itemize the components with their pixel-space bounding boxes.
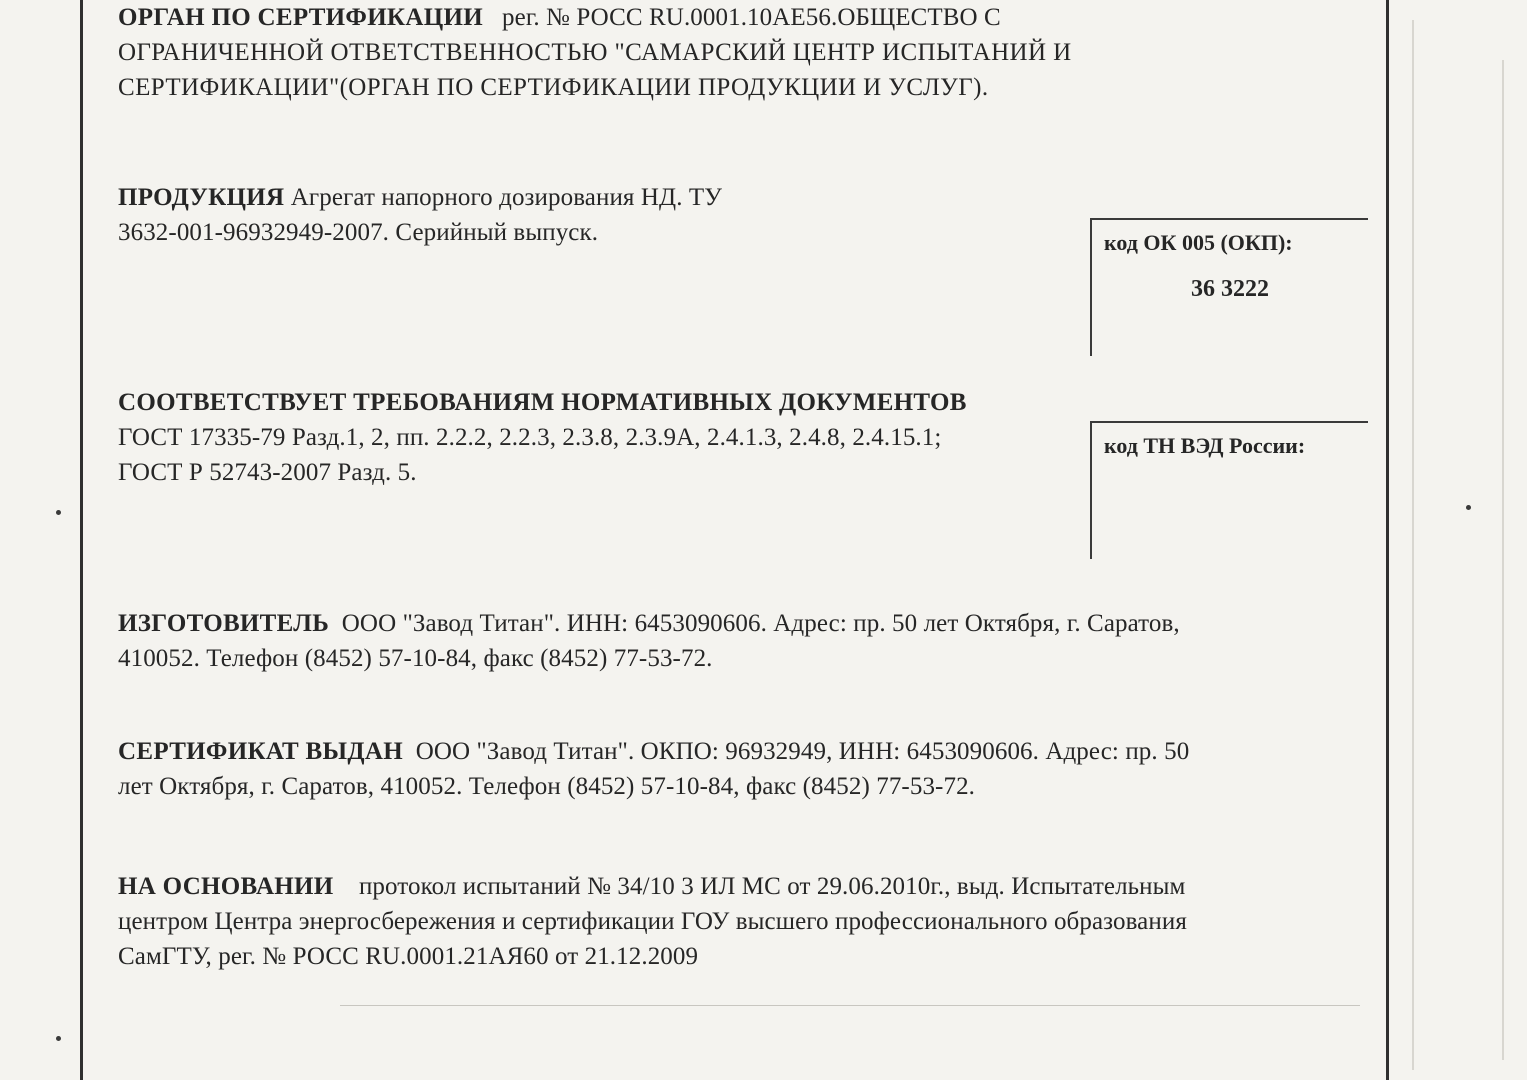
frame-left-border: [80, 0, 83, 1080]
okp-code-label: код ОК 005 (ОКП):: [1104, 230, 1293, 255]
certification-body-section: [118, 0, 1368, 105]
certificate-issued-text-2: лет Октября, г. Саратов, 410052. Телефон (8452) 57-10-84, факс (8452) 77-53-72.: [118, 773, 976, 800]
certification-body-text-2: ОГРАНИЧЕННОЙ ОТВЕТСТВЕННОСТЬЮ "САМАРСКИЙ ЦЕНТР ИСПЫТАНИЙ И: [118, 39, 1072, 66]
manufacturer-heading: ИЗГОТОВИТЕЛЬ: [118, 610, 330, 637]
certificate-issued-section: [118, 734, 1368, 804]
product-text-2: 3632-001-96932949-2007. Серийный выпуск.: [118, 219, 599, 246]
basis-section: [118, 869, 1368, 974]
manufacturer-text-2: 410052. Телефон (8452) 57-10-84, факс (8452) 77-53-72.: [118, 645, 713, 672]
okp-code-value: 36 3222: [1191, 276, 1269, 302]
product-text-1: Агрегат напорного дозирования НД. ТУ: [290, 184, 723, 211]
tnved-code-value: [1092, 459, 1368, 479]
tnved-code-label: код ТН ВЭД России:: [1104, 433, 1306, 458]
scan-speck: [1466, 505, 1471, 510]
conformity-heading: СООТВЕТСТВУЕТ ТРЕБОВАНИЯМ НОРМАТИВНЫХ ДОКУМЕНТОВ: [118, 389, 967, 416]
bleed-through-vline: [1412, 20, 1414, 1070]
tnved-code-box: [1090, 421, 1368, 559]
scan-speck: [56, 1036, 61, 1041]
certificate-issued-heading: СЕРТИФИКАТ ВЫДАН: [118, 738, 403, 765]
okp-code-box: [1090, 218, 1368, 356]
basis-heading: НА ОСНОВАНИИ: [118, 873, 334, 900]
conformity-text-2: ГОСТ Р 52743-2007 Разд. 5.: [118, 459, 417, 486]
basis-text-3: СамГТУ, рег. № РОСС RU.0001.21АЯ60 от 21.12.2009: [118, 943, 699, 970]
basis-text-2: центром Центра энергосбережения и сертификации ГОУ высшего профессионального образования: [118, 908, 1187, 935]
scan-speck: [56, 510, 61, 515]
bleed-through-vline: [1502, 60, 1504, 1060]
certificate-issued-text-1: ООО "Завод Титан". ОКПО: 96932949, ИНН: 6453090606. Адрес: пр. 50: [415, 738, 1190, 765]
basis-text-1: протокол испытаний № 34/10 3 ИЛ МС от 29.06.2010г., выд. Испытательным: [358, 873, 1186, 900]
manufacturer-text-1: ООО "Завод Титан". ИНН: 6453090606. Адрес: пр. 50 лет Октября, г. Саратов,: [341, 610, 1180, 637]
conformity-text-1: ГОСТ 17335-79 Разд.1, 2, пп. 2.2.2, 2.2.3, 2.3.8, 2.3.9А, 2.4.1.3, 2.4.8, 2.4.15.1;: [118, 424, 942, 451]
certification-body-heading: ОРГАН ПО СЕРТИФИКАЦИИ: [118, 4, 483, 31]
product-heading: ПРОДУКЦИЯ: [118, 184, 285, 211]
bleed-through-line: [340, 1005, 1360, 1006]
manufacturer-section: [118, 606, 1368, 676]
frame-right-border: [1386, 0, 1389, 1080]
certification-body-text-3: СЕРТИФИКАЦИИ"(ОРГАН ПО СЕРТИФИКАЦИИ ПРОДУКЦИИ И УСЛУГ).: [118, 74, 989, 101]
certification-body-text-1: рег. № РОСС RU.0001.10АЕ56.ОБЩЕСТВО С: [502, 4, 1001, 31]
